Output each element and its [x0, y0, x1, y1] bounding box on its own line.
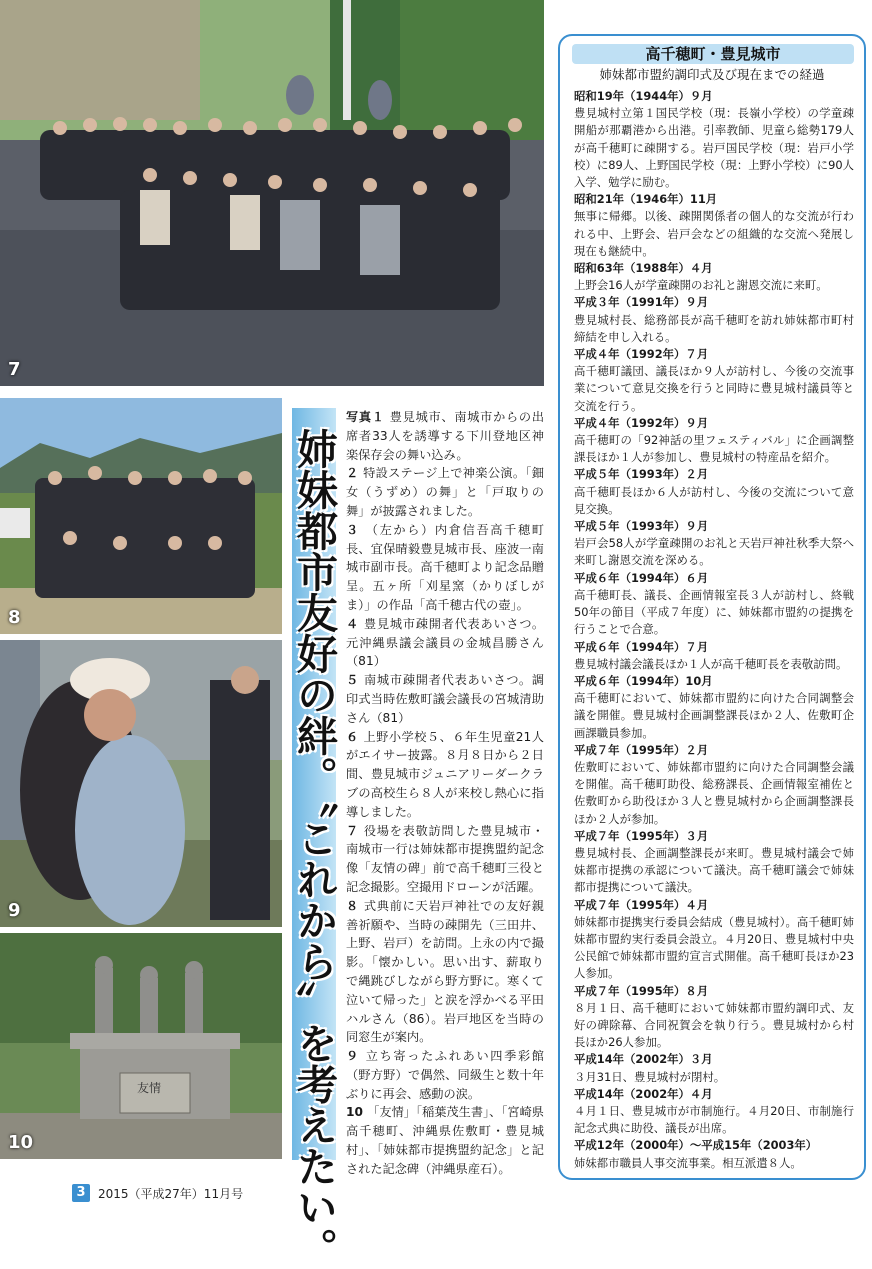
timeline-text: ４月１日、豊見城市が市制施行。４月20日、市制施行記念式典に助役、議長が出席。	[574, 1103, 854, 1136]
caption-number: ７	[346, 823, 364, 838]
caption-number: ８	[346, 898, 364, 913]
timeline-date: 平成６年（1994年）10月	[574, 673, 713, 688]
monument-inscription: 友情	[137, 1081, 162, 1095]
caption-item	[346, 464, 544, 520]
photo-number: 10	[8, 1132, 34, 1153]
timeline-text: 豊見城村議会議長ほか１人が高千穂町長を表敬訪問。	[574, 656, 848, 671]
timeline-text: 豊見城村長、総務部長が高千穂町を訪れ姉妹都市町村締結を申し入れる。	[574, 312, 854, 344]
caption-text: 役場を表敬訪問した豊見城市・南城市一行は姉妹都市提携盟約記念像「友情の碑」前で高千穂町三役と記念撮影。空撮用ドローンが活躍。	[346, 823, 544, 894]
caption-text: 特設ステージ上で神楽公演。「鈿女（うずめ）の舞」と「戸取りの舞」が披露されました。	[346, 466, 544, 518]
timeline-text: 高千穂町において、姉妹都市盟約に向けた合同調整会議を開催。豊見城村企画調整課長ほか２人、佐敷町企画課職員参加。	[574, 691, 854, 740]
timeline-date: 平成７年（1995年）８月	[574, 983, 709, 998]
group-photo-small	[0, 398, 282, 634]
timeline-date: 平成３年（1991年）９月	[574, 295, 709, 310]
timeline-entry	[574, 415, 854, 467]
caption-text: 豊見城市疎開者代表あいさつ。元沖縄県議会議員の金城昌勝さん（81）	[346, 616, 545, 669]
group-photo	[0, 0, 544, 386]
timeline-list	[574, 88, 854, 1172]
timeline-text: 姉妹都市提携実行委員会結成（豊見城村）。高千穂町姉妹都市盟約実行委員会設立。４月20日、豊見城村中央公民館で姉妹都市盟約宣言式開催。高千穂町長ほか23人参加。	[574, 914, 854, 981]
photo-number: 9	[8, 900, 21, 921]
timeline-date: 平成14年（2002年）４月	[574, 1086, 713, 1101]
caption-text: 「友情」「稲葉茂生書」、「宮崎県高千穂町、沖縄県佐敷町・豊見城村」、「姉妹都市提携盟約記念」と記された記念碑（沖縄県産石）。	[346, 1105, 544, 1176]
timeline-entry	[574, 191, 854, 260]
timeline-date: 平成５年（1993年）９月	[574, 519, 709, 534]
caption-number: ３	[346, 522, 366, 537]
timeline-entry	[574, 673, 854, 742]
caption-item	[346, 408, 544, 464]
caption-item	[346, 521, 544, 615]
sidebar-title: 高千穂町・豊見城市	[572, 44, 854, 64]
timeline-entry	[574, 742, 854, 828]
caption-text: 南城市疎開者代表あいさつ。調印式当時佐敷町議会議長の宮城清助さん（81）	[346, 673, 545, 725]
caption-number: ４	[346, 616, 364, 631]
caption-item	[346, 615, 544, 671]
timeline-entry	[574, 639, 854, 673]
page-footer	[72, 1184, 243, 1202]
timeline-entry	[574, 260, 854, 294]
timeline-date: 平成14年（2002年）３月	[574, 1052, 713, 1067]
timeline-text: 豊見城村長、企画調整課長が来町。豊見城村議会で姉妹都市提携の承認について議決。高千穂町議会で姉妹都市提携について議決。	[574, 845, 854, 895]
timeline-text: 高千穂町長、議長、企画情報室長３人が訪村し、終戦50年の節目（平成７年度）に、姉妹都市盟約の提携を行うことで合意。	[574, 587, 854, 637]
issue-label: 2015（平成27年）11月号	[98, 1186, 244, 1201]
timeline-date: 昭和63年（1988年）４月	[574, 261, 713, 276]
timeline-text: ３月31日、豊見城村が閉村。	[574, 1069, 726, 1084]
timeline-entry	[574, 897, 854, 983]
timeline-entry	[574, 88, 854, 191]
timeline-sidebar	[558, 34, 866, 1180]
caption-number: ５	[346, 673, 364, 688]
caption-text: （左から）内倉信吾高千穂町長、宜保晴毅豊見城市長、座波一南城市副市長。高千穂町より記念品贈呈。五ヶ所「刈星窯（かりぼしがま）」の作品「高千穂古代の壺」。	[346, 522, 544, 612]
timeline-text: 上野会16人が学童疎開のお礼と謝恩交流に来町。	[574, 278, 828, 293]
caption-item	[346, 671, 544, 727]
timeline-date: 平成５年（1993年）２月	[574, 467, 709, 482]
caption-number: ６	[346, 729, 364, 744]
photo-captions	[346, 408, 544, 1179]
timeline-text: 高千穂町長ほか６人が訪村し、今後の交流について意見交換。	[574, 484, 854, 516]
sidebar-subtitle: 姉妹都市盟約調印式及び現在までの経過	[599, 67, 825, 82]
caption-item	[346, 728, 544, 822]
caption-item	[346, 1103, 544, 1178]
timeline-entry	[574, 1051, 854, 1085]
page-title: 姉妹都市友好の絆。〝これから〟を考えたい。	[290, 428, 338, 1269]
timeline-date: 平成７年（1995年）４月	[574, 897, 709, 912]
timeline-entry	[574, 570, 854, 639]
photo-number: 7	[8, 359, 21, 380]
caption-item	[346, 1047, 544, 1103]
timeline-entry	[574, 1086, 854, 1138]
timeline-entry	[574, 983, 854, 1052]
caption-item	[346, 822, 544, 897]
timeline-date: 平成４年（1992年）７月	[574, 347, 709, 362]
hug-photo	[0, 640, 282, 927]
caption-text: 立ち寄ったふれあい四季彩館（野方野）で偶然、同級生と数十年ぶりに再会、感動の涙。	[346, 1049, 544, 1101]
caption-number: ２	[346, 466, 364, 481]
timeline-text: 豊見城村立第１国民学校（現：長嶺小学校）の学童疎開船が那覇港から出港。引率教師、児童ら総勢179人が高千穂町に疎開する。岩戸国民学校（現：岩戸小学校）に89人、上野国民学校（現：上野小学校）に90人入学、勉学に励む。	[574, 106, 854, 190]
timeline-text: ８月１日、高千穂町において姉妹都市盟約調印式、友好の碑除幕、合同祝賀会を執り行う。豊見城村から村長ほか26人参加。	[574, 1000, 854, 1050]
timeline-entry	[574, 828, 854, 897]
caption-text: 式典前に天岩戸神社での友好親善祈願や、当時の疎開先（三田井、上野、岩戸）を訪問。上永の内で撮影。「懐かしい。思い出す、薪取りで縄跳びしながら野方野に。寒くて泣いて帰った」と涙を浮かべる平田ハルさん（86）。岩戸地区を当時の同窓生が案内。	[346, 898, 544, 1045]
timeline-text: 高千穂町議団、議長ほか９人が訪村し、今後の交流事業について意見交換を行うと同時に豊見城村議員等と交流を行う。	[574, 364, 854, 413]
timeline-entry	[574, 346, 854, 415]
timeline-date: 昭和19年（1944年）９月	[574, 89, 713, 103]
timeline-text: 岩戸会58人が学童疎開のお礼と天岩戸神社秋季大祭へ来町し謝恩交流を深める。	[574, 536, 854, 568]
timeline-date: 平成６年（1994年）７月	[574, 639, 709, 654]
timeline-date: 昭和21年（1946年）11月	[574, 192, 718, 207]
caption-number: 写真１	[346, 410, 390, 424]
timeline-entry	[574, 1137, 854, 1171]
page-number: 3	[72, 1184, 90, 1202]
caption-number: ９	[346, 1049, 366, 1064]
timeline-entry	[574, 518, 854, 570]
timeline-date: 平成６年（1994年）６月	[574, 570, 709, 585]
monument-photo	[0, 933, 282, 1159]
timeline-text: 佐敷町において、姉妹都市盟約に向けた合同調整会議を開催。高千穂町助役、総務課長、企画情報室補佐と佐敷町から助役ほか３人と豊見城村から企画調整課長ほか２人が参加。	[574, 759, 854, 826]
timeline-date: 平成12年（2000年）〜平成15年（2003年）	[574, 1138, 818, 1153]
caption-item	[346, 897, 544, 1047]
photo-number: 8	[8, 607, 21, 628]
timeline-date: 平成４年（1992年）９月	[574, 415, 709, 430]
timeline-date: 平成７年（1995年）２月	[574, 742, 709, 757]
timeline-date: 平成７年（1995年）３月	[574, 828, 709, 843]
timeline-entry	[574, 466, 854, 518]
caption-text: 上野小学校５、６年生児童21人がエイサー披露。８月８日から２日間、豊見城市ジュニアリーダークラブの高校生ら８人が来校し熱心に指導しました。	[346, 729, 544, 819]
timeline-text: 姉妹都市職員人事交流事業。相互派遣８人。	[574, 1155, 802, 1170]
timeline-text: 高千穂町の「92神話の里フェスティバル」に企画調整課長ほか１人が参加し、豊見城村の特産品を紹介。	[574, 433, 854, 465]
timeline-entry	[574, 294, 854, 346]
caption-text: 豊見城市、南城市からの出席者33人を誘導する下川登地区神楽保存会の舞い込み。	[346, 410, 545, 462]
caption-number: 10	[346, 1105, 368, 1120]
timeline-text: 無事に帰郷。以後、疎開関係者の個人的な交流が行われる中、上野会、岩戸会などの組織的な交流へ発展し現在も継続中。	[574, 209, 854, 258]
